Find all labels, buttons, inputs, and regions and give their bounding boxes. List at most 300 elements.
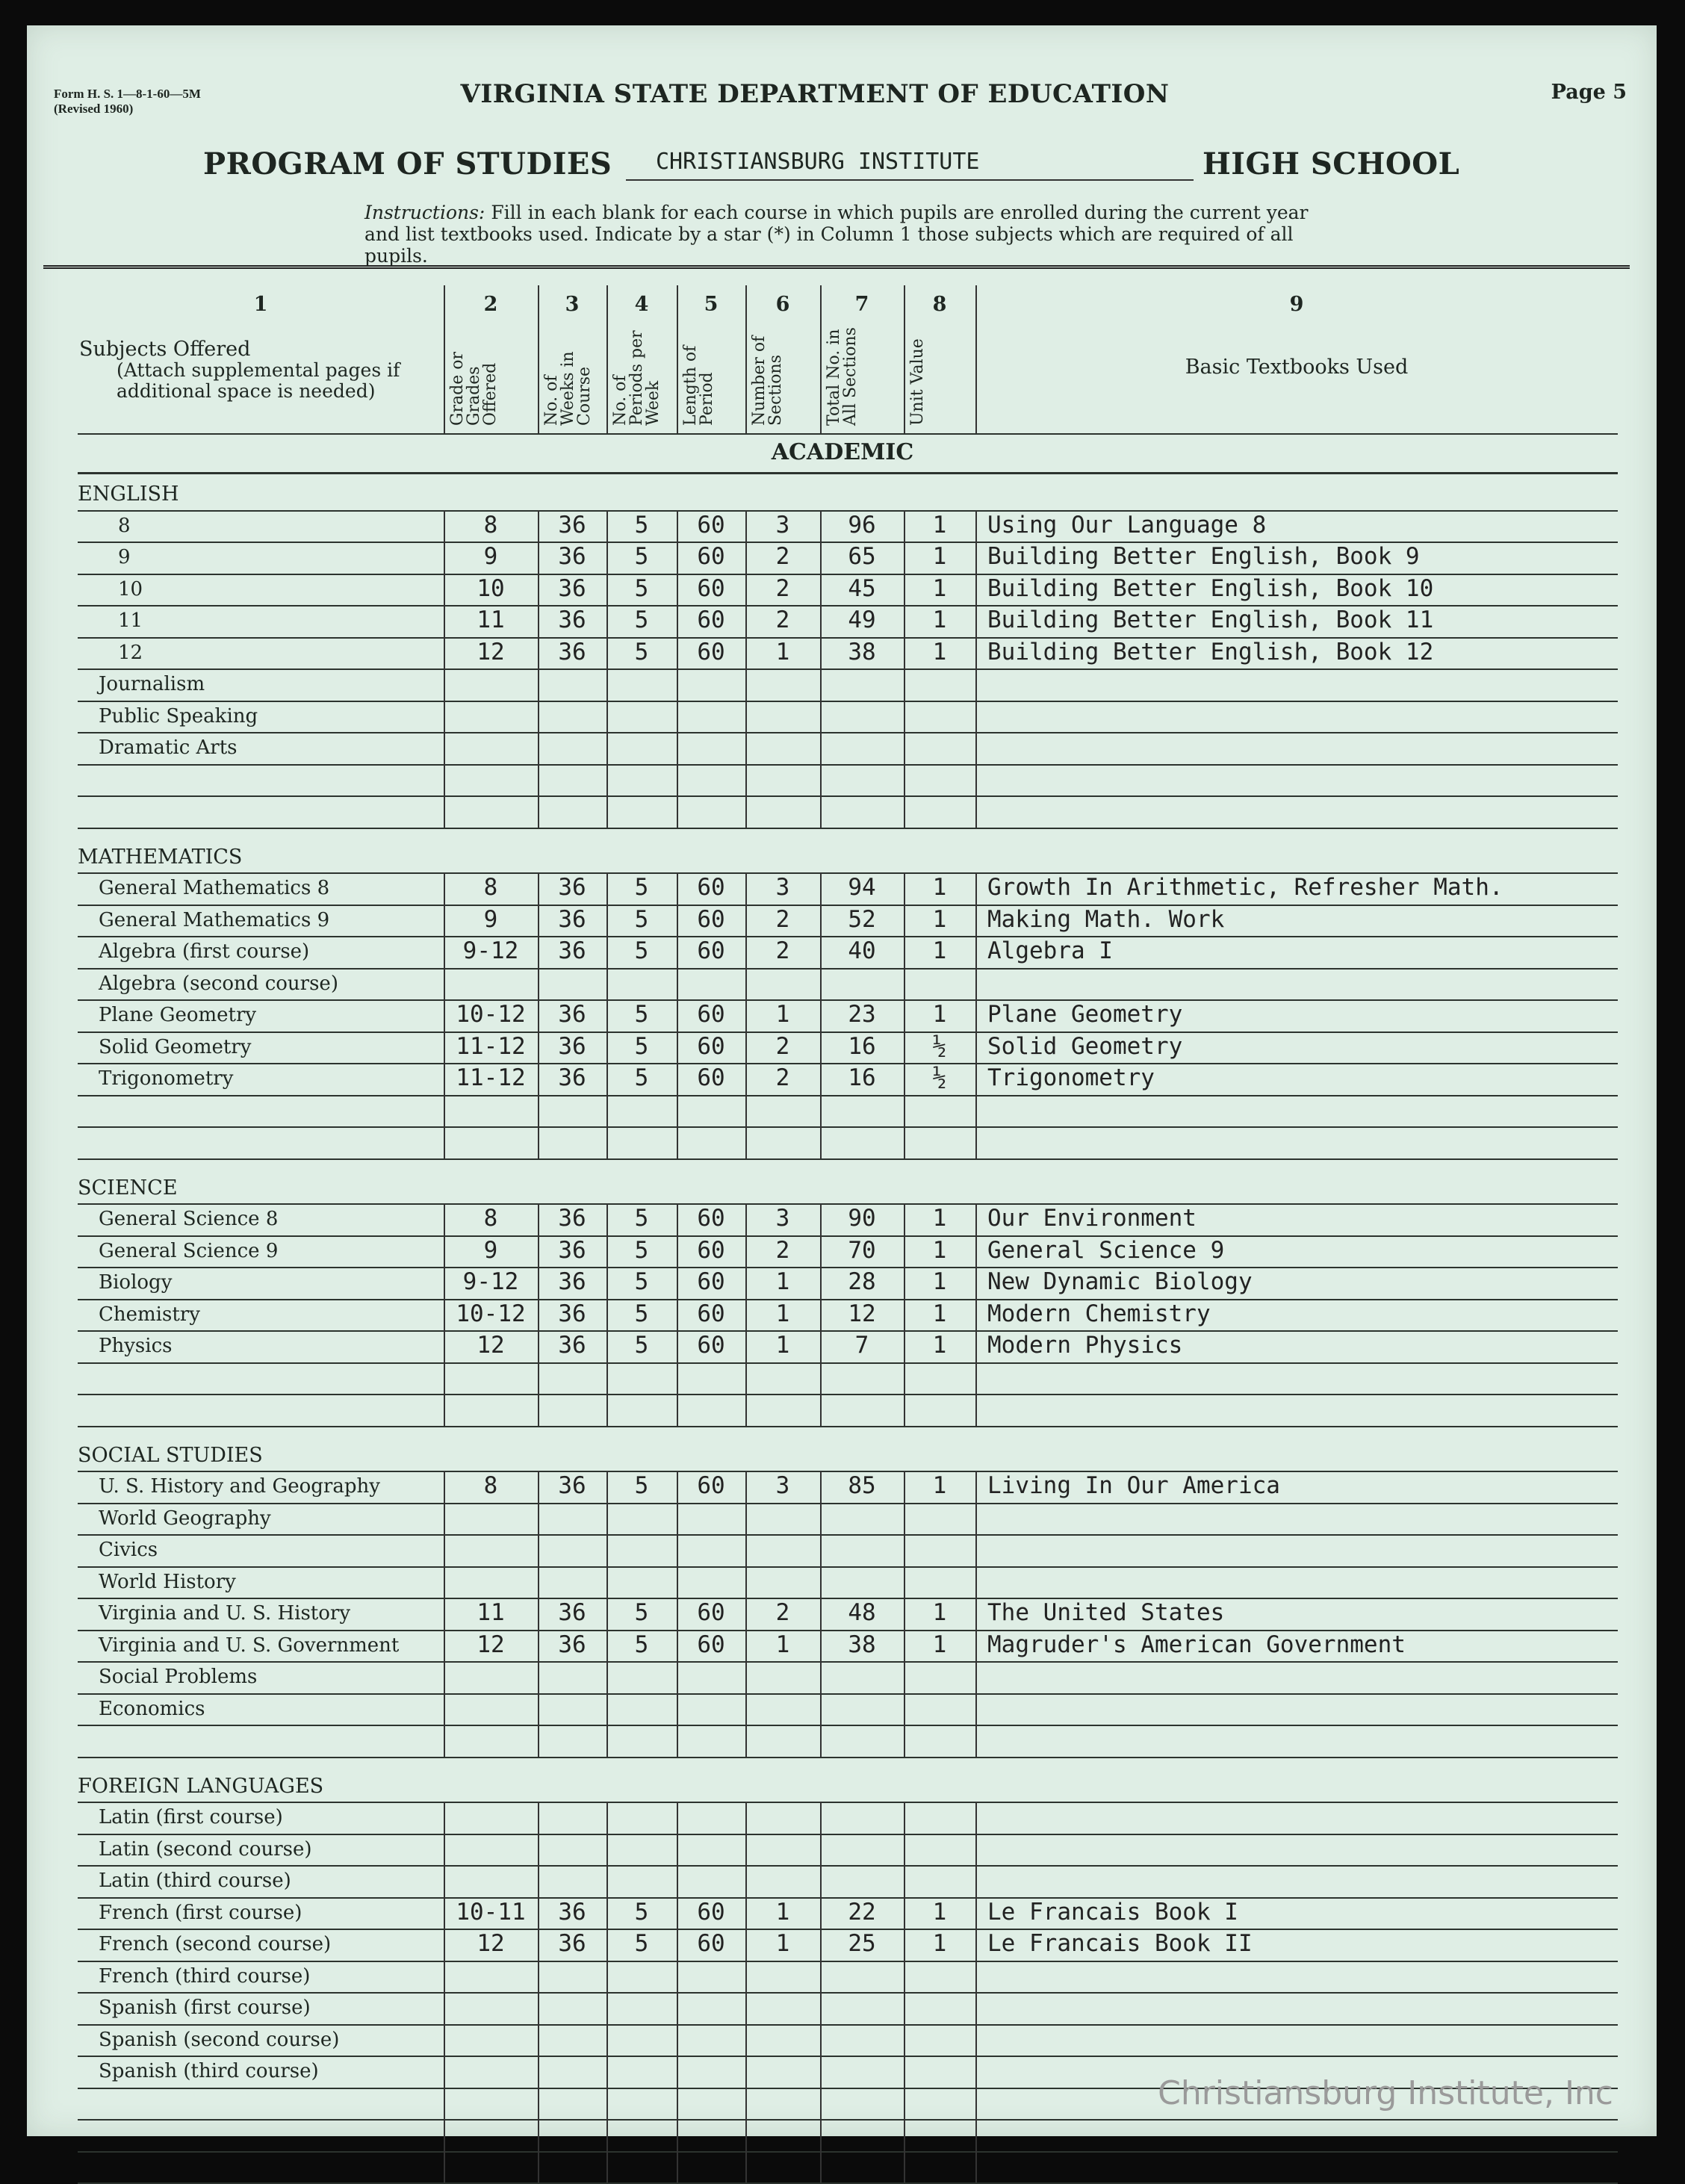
textbook-title: General Science 9 — [987, 1236, 1225, 1264]
textbook-title: Algebra I — [987, 937, 1113, 964]
column-divider — [975, 1802, 977, 2183]
row-rule — [78, 732, 1618, 733]
cell-unit: 1 — [932, 1332, 947, 1359]
cell-grade: 11-12 — [456, 1064, 526, 1091]
column-divider — [820, 285, 822, 433]
cell-unit: 1 — [932, 638, 947, 666]
textbook-title: Building Better English, Book 10 — [987, 574, 1434, 602]
textbook-title: The United States — [987, 1599, 1225, 1626]
subject-label: General Science 9 — [99, 1239, 279, 1262]
subject-label: General Mathematics 8 — [99, 877, 330, 899]
column-heading-grade: Grade or Grades Offered — [448, 351, 500, 426]
cell-sections: 1 — [775, 1332, 790, 1359]
cell-unit: 1 — [932, 1631, 947, 1658]
form-number-text: Form H. S. 1—8-1-60—5M — [54, 87, 201, 101]
row-rule — [78, 968, 1618, 970]
subject-label: Plane Geometry — [99, 1004, 257, 1026]
subject-label: Social Problems — [99, 1666, 258, 1688]
row-rule — [78, 795, 1618, 797]
cell-weeks: 36 — [558, 607, 586, 633]
column-divider — [975, 1471, 977, 1757]
column-divider — [820, 1203, 822, 1426]
cell-total: 7 — [854, 1332, 869, 1359]
row-rule — [78, 1362, 1618, 1364]
subject-label: Chemistry — [99, 1303, 200, 1326]
column-divider — [444, 1203, 445, 1426]
column-divider — [606, 872, 608, 1158]
row-rule — [78, 2119, 1618, 2121]
row-rule — [78, 2056, 1618, 2057]
cell-unit: 1 — [932, 1599, 947, 1626]
cell-grade: 11 — [477, 1599, 505, 1626]
column-heading-length: Length of Period — [681, 345, 716, 426]
cell-sections: 2 — [775, 574, 790, 602]
instructions-text: Fill in each blank for each course in which pupils are enrolled during the current year and list textbooks used. Indicate by a star (*) in Column 1 those subjects which are required of all pupils. — [364, 202, 1309, 267]
column-divider — [606, 285, 608, 433]
subject-label: Solid Geometry — [99, 1035, 252, 1058]
column-divider — [444, 285, 445, 433]
row-rule — [78, 1095, 1618, 1096]
cell-weeks: 36 — [558, 1205, 586, 1232]
textbook-title: Building Better English, Book 9 — [987, 543, 1420, 570]
cell-sections: 1 — [775, 1001, 790, 1028]
subject-label: Physics — [99, 1335, 173, 1357]
cell-weeks: 36 — [558, 1472, 586, 1499]
row-rule — [78, 1961, 1618, 1962]
row-rule — [78, 1693, 1618, 1695]
cell-unit: ½ — [932, 1032, 947, 1060]
cell-periods: 5 — [634, 1332, 649, 1359]
column-number: 2 — [483, 293, 498, 316]
column-divider — [538, 1802, 539, 2183]
column-divider — [904, 1471, 905, 1757]
column-divider — [820, 1802, 822, 2183]
subject-label: Spanish (second course) — [99, 2028, 340, 2051]
cell-total: 85 — [848, 1472, 876, 1499]
textbook-title: New Dynamic Biology — [987, 1268, 1253, 1295]
column-number: 3 — [565, 293, 580, 316]
column-heading-unit: Unit Value — [908, 338, 927, 426]
cell-length: 60 — [697, 638, 725, 666]
row-rule — [78, 1394, 1618, 1395]
row-rule — [78, 2024, 1618, 2026]
column-divider — [904, 872, 905, 1158]
cell-sections: 2 — [775, 607, 790, 633]
column-divider — [745, 285, 747, 433]
cell-length: 60 — [697, 543, 725, 570]
column-divider — [820, 1471, 822, 1757]
cell-weeks: 36 — [558, 1032, 586, 1060]
cell-length: 60 — [697, 1898, 725, 1926]
subject-label: Civics — [99, 1539, 158, 1561]
subject-label: General Mathematics 9 — [99, 908, 330, 931]
row-rule — [78, 764, 1618, 766]
subject-label: Public Speaking — [99, 704, 258, 728]
column-divider — [975, 872, 977, 1158]
textbook-title: Solid Geometry — [987, 1032, 1183, 1060]
column-number: 1 — [253, 293, 268, 316]
cell-sections: 1 — [775, 638, 790, 666]
subject-label: Virginia and U. S. History — [99, 1602, 351, 1625]
subject-label: 8 — [118, 514, 131, 537]
cell-length: 60 — [697, 1332, 725, 1359]
cell-sections: 2 — [775, 905, 790, 933]
cell-grade: 10-12 — [456, 1300, 526, 1327]
cell-length: 60 — [697, 1631, 725, 1658]
column-divider — [745, 510, 747, 828]
section-heading: SCIENCE — [78, 1176, 178, 1200]
cell-periods: 5 — [634, 905, 649, 933]
cell-weeks: 36 — [558, 1268, 586, 1295]
cell-length: 60 — [697, 1930, 725, 1957]
row-rule — [78, 828, 1618, 829]
cell-grade: 8 — [483, 511, 498, 539]
cell-length: 60 — [697, 1268, 725, 1295]
cell-grade: 9-12 — [462, 1268, 519, 1295]
watermark: Christiansburg Institute, Inc — [1158, 2074, 1613, 2112]
cell-periods: 5 — [634, 1236, 649, 1264]
cell-length: 60 — [697, 874, 725, 901]
cell-sections: 1 — [775, 1268, 790, 1295]
textbook-title: Building Better English, Book 12 — [987, 638, 1434, 666]
cell-grade: 11-12 — [456, 1032, 526, 1060]
column-heading-sections: Number of Sections — [750, 335, 785, 426]
cell-periods: 5 — [634, 574, 649, 602]
textbook-title: Living In Our America — [987, 1472, 1280, 1499]
row-rule — [78, 668, 1618, 670]
subject-label: French (first course) — [99, 1901, 302, 1924]
column-number: 8 — [932, 293, 947, 316]
instructions — [364, 202, 1335, 267]
cell-total: 52 — [848, 905, 876, 933]
cell-grade: 10 — [477, 574, 505, 602]
cell-weeks: 36 — [558, 638, 586, 666]
high-school-title: HIGH SCHOOL — [1203, 146, 1460, 182]
cell-weeks: 36 — [558, 511, 586, 539]
column-heading-total: Total No. in All Sections — [825, 327, 860, 426]
column-divider — [677, 872, 678, 1158]
section-heading: SOCIAL STUDIES — [78, 1443, 263, 1467]
column-divider — [538, 285, 539, 433]
cell-total: 16 — [848, 1064, 876, 1091]
column-divider — [975, 285, 977, 433]
column-divider — [677, 285, 678, 433]
cell-grade: 9 — [483, 1236, 498, 1264]
form-revised-text: (Revised 1960) — [54, 102, 134, 116]
cell-weeks: 36 — [558, 1930, 586, 1957]
subject-label: 11 — [118, 609, 143, 632]
cell-unit: 1 — [932, 1205, 947, 1232]
cell-total: 38 — [848, 638, 876, 666]
cell-unit: 1 — [932, 543, 947, 570]
cell-length: 60 — [697, 1472, 725, 1499]
column-number: 7 — [854, 293, 869, 316]
academic-rule — [78, 472, 1618, 474]
column-heading-weeks: No. of Weeks in Course — [542, 351, 594, 426]
cell-periods: 5 — [634, 1064, 649, 1091]
column-divider — [820, 872, 822, 1158]
cell-length: 60 — [697, 1236, 725, 1264]
cell-grade: 8 — [483, 874, 498, 901]
section-rule — [78, 1802, 1618, 1803]
cell-weeks: 36 — [558, 1631, 586, 1658]
column-divider — [538, 510, 539, 828]
cell-weeks: 36 — [558, 1064, 586, 1091]
textbook-title: Trigonometry — [987, 1064, 1155, 1091]
cell-periods: 5 — [634, 1599, 649, 1626]
subject-label: Latin (first course) — [99, 1806, 283, 1828]
cell-grade: 12 — [477, 1930, 505, 1957]
subject-label: Journalism — [99, 673, 205, 695]
cell-total: 94 — [848, 874, 876, 901]
column-divider — [606, 1471, 608, 1757]
subject-label: Algebra (second course) — [99, 972, 338, 995]
subjects-heading: Subjects Offered — [79, 338, 251, 361]
cell-sections: 3 — [775, 511, 790, 539]
column-divider — [975, 510, 977, 828]
cell-length: 60 — [697, 1300, 725, 1327]
column-divider — [820, 510, 822, 828]
cell-total: 70 — [848, 1236, 876, 1264]
row-rule — [78, 1126, 1618, 1128]
column-divider — [904, 1802, 905, 2183]
cell-grade: 9-12 — [462, 937, 519, 964]
cell-length: 60 — [697, 511, 725, 539]
subject-label: Dramatic Arts — [99, 736, 238, 759]
cell-total: 45 — [848, 574, 876, 602]
section-heading: FOREIGN LANGUAGES — [78, 1774, 324, 1798]
subject-label: French (second course) — [99, 1933, 332, 1955]
subject-label: Virginia and U. S. Government — [99, 1634, 400, 1657]
textbook-title: Le Francais Book I — [987, 1898, 1238, 1926]
school-name: CHRISTIANSBURG INSTITUTE — [656, 149, 980, 175]
cell-periods: 5 — [634, 1268, 649, 1295]
instructions-label: Instructions: — [364, 202, 485, 223]
cell-total: 22 — [848, 1898, 876, 1926]
cell-periods: 5 — [634, 1300, 649, 1327]
cell-periods: 5 — [634, 638, 649, 666]
cell-grade: 9 — [483, 905, 498, 933]
textbook-title: Magruder's American Government — [987, 1631, 1406, 1658]
cell-total: 90 — [848, 1205, 876, 1232]
textbook-title: Using Our Language 8 — [987, 511, 1267, 539]
cell-length: 60 — [697, 1205, 725, 1232]
cell-periods: 5 — [634, 1001, 649, 1028]
row-rule — [78, 701, 1618, 702]
textbook-title: Making Math. Work — [987, 905, 1225, 933]
column-divider — [904, 285, 905, 433]
cell-grade: 12 — [477, 1332, 505, 1359]
column-divider — [677, 1802, 678, 2183]
row-rule — [78, 1534, 1618, 1536]
cell-periods: 5 — [634, 543, 649, 570]
cell-total: 25 — [848, 1930, 876, 1957]
cell-periods: 5 — [634, 1472, 649, 1499]
subject-label: U. S. History and Geography — [99, 1475, 380, 1498]
column-number: 6 — [775, 293, 790, 316]
column-divider — [745, 1802, 747, 2183]
cell-weeks: 36 — [558, 1001, 586, 1028]
row-rule — [78, 1865, 1618, 1867]
cell-length: 60 — [697, 1032, 725, 1060]
cell-periods: 5 — [634, 1631, 649, 1658]
subject-label: Algebra (first course) — [99, 940, 310, 963]
column-divider — [444, 1471, 445, 1757]
cell-grade: 10-11 — [456, 1898, 526, 1926]
cell-sections: 3 — [775, 1472, 790, 1499]
cell-unit: 1 — [932, 1001, 947, 1028]
column-divider — [606, 1203, 608, 1426]
cell-total: 96 — [848, 511, 876, 539]
cell-unit: 1 — [932, 1236, 947, 1264]
cell-unit: 1 — [932, 1300, 947, 1327]
cell-unit: 1 — [932, 574, 947, 602]
textbook-title: Le Francais Book II — [987, 1930, 1253, 1957]
cell-unit: 1 — [932, 1930, 947, 1957]
cell-sections: 2 — [775, 1236, 790, 1264]
column-divider — [677, 510, 678, 828]
cell-weeks: 36 — [558, 874, 586, 901]
cell-sections: 3 — [775, 1205, 790, 1232]
column-divider — [444, 872, 445, 1158]
cell-periods: 5 — [634, 511, 649, 539]
cell-weeks: 36 — [558, 1599, 586, 1626]
column-divider — [444, 510, 445, 828]
cell-weeks: 36 — [558, 1898, 586, 1926]
cell-length: 60 — [697, 937, 725, 964]
subject-label: General Science 8 — [99, 1208, 279, 1230]
cell-periods: 5 — [634, 937, 649, 964]
subject-label: 9 — [118, 546, 131, 568]
cell-sections: 2 — [775, 1064, 790, 1091]
subjects-note: (Attach supplemental pages if additional space is needed) — [117, 359, 400, 402]
column-divider — [444, 1802, 445, 2183]
textbook-title: Our Environment — [987, 1205, 1197, 1232]
subject-label: Spanish (third course) — [99, 2060, 319, 2082]
column-number: 9 — [1289, 293, 1304, 316]
section-heading: MATHEMATICS — [78, 845, 243, 869]
school-name-field — [626, 142, 1194, 181]
column-divider — [677, 1471, 678, 1757]
cell-length: 60 — [697, 1599, 725, 1626]
cell-unit: 1 — [932, 1268, 947, 1295]
textbook-title: Modern Chemistry — [987, 1300, 1211, 1327]
cell-total: 49 — [848, 607, 876, 633]
row-rule — [78, 1661, 1618, 1663]
cell-sections: 1 — [775, 1300, 790, 1327]
cell-sections: 1 — [775, 1930, 790, 1957]
column-divider — [975, 1203, 977, 1426]
column-divider — [538, 872, 539, 1158]
cell-grade: 8 — [483, 1205, 498, 1232]
column-divider — [538, 1471, 539, 1757]
department-title: VIRGINIA STATE DEPARTMENT OF EDUCATION — [460, 79, 1170, 109]
program-title: PROGRAM OF STUDIES — [203, 146, 612, 182]
column-divider — [745, 1471, 747, 1757]
column-divider — [538, 1203, 539, 1426]
cell-grade: 8 — [483, 1472, 498, 1499]
column-divider — [606, 1802, 608, 2183]
cell-grade: 9 — [483, 543, 498, 570]
cell-total: 40 — [848, 937, 876, 964]
cell-weeks: 36 — [558, 1236, 586, 1264]
cell-total: 28 — [848, 1268, 876, 1295]
cell-sections: 1 — [775, 1898, 790, 1926]
cell-periods: 5 — [634, 607, 649, 633]
subject-label: Economics — [99, 1697, 205, 1720]
subject-label: French (third course) — [99, 1964, 311, 1988]
cell-total: 38 — [848, 1631, 876, 1658]
column-divider — [606, 510, 608, 828]
cell-length: 60 — [697, 1001, 725, 1028]
subject-label: World Geography — [99, 1507, 271, 1530]
row-rule — [78, 1426, 1618, 1427]
cell-total: 48 — [848, 1599, 876, 1626]
cell-periods: 5 — [634, 1898, 649, 1926]
cell-sections: 2 — [775, 1599, 790, 1626]
cell-length: 60 — [697, 574, 725, 602]
cell-sections: 3 — [775, 874, 790, 901]
cell-sections: 2 — [775, 937, 790, 964]
subject-label: Latin (second course) — [99, 1837, 312, 1861]
cell-unit: 1 — [932, 511, 947, 539]
cell-periods: 5 — [634, 1930, 649, 1957]
section-heading: ENGLISH — [78, 483, 179, 506]
cell-weeks: 36 — [558, 937, 586, 964]
subject-label: 12 — [118, 641, 143, 664]
cell-sections: 2 — [775, 1032, 790, 1060]
cell-unit: 1 — [932, 1898, 947, 1926]
cell-length: 60 — [697, 607, 725, 633]
cell-length: 60 — [697, 905, 725, 933]
row-rule — [78, 1725, 1618, 1726]
cell-grade: 10-12 — [456, 1001, 526, 1028]
cell-periods: 5 — [634, 1032, 649, 1060]
cell-unit: 1 — [932, 874, 947, 901]
page-number: Page 5 — [1551, 81, 1627, 104]
cell-total: 16 — [848, 1032, 876, 1060]
cell-total: 23 — [848, 1001, 876, 1028]
cell-unit: 1 — [932, 905, 947, 933]
cell-periods: 5 — [634, 1205, 649, 1232]
subject-label: World History — [99, 1570, 236, 1593]
column-divider — [745, 1203, 747, 1426]
cell-grade: 11 — [477, 607, 505, 633]
column-heading-periods: No. of Periods per Week — [611, 330, 662, 426]
cell-total: 65 — [848, 543, 876, 570]
cell-unit: 1 — [932, 607, 947, 633]
subject-label: Trigonometry — [99, 1067, 234, 1090]
academic-label: ACADEMIC — [771, 439, 914, 465]
row-rule — [78, 1834, 1618, 1835]
column-divider — [904, 1203, 905, 1426]
textbook-title: Plane Geometry — [987, 1001, 1183, 1028]
row-rule — [78, 1757, 1618, 1758]
cell-weeks: 36 — [558, 543, 586, 570]
cell-weeks: 36 — [558, 574, 586, 602]
cell-sections: 1 — [775, 1631, 790, 1658]
column-divider — [904, 510, 905, 828]
column-divider — [677, 1203, 678, 1426]
textbook-title: Building Better English, Book 11 — [987, 607, 1434, 633]
row-rule — [78, 1503, 1618, 1504]
column-divider — [745, 872, 747, 1158]
column-number: 5 — [704, 293, 719, 316]
cell-sections: 2 — [775, 543, 790, 570]
cell-weeks: 36 — [558, 1332, 586, 1359]
cell-total: 12 — [848, 1300, 876, 1327]
row-rule — [78, 1158, 1618, 1160]
